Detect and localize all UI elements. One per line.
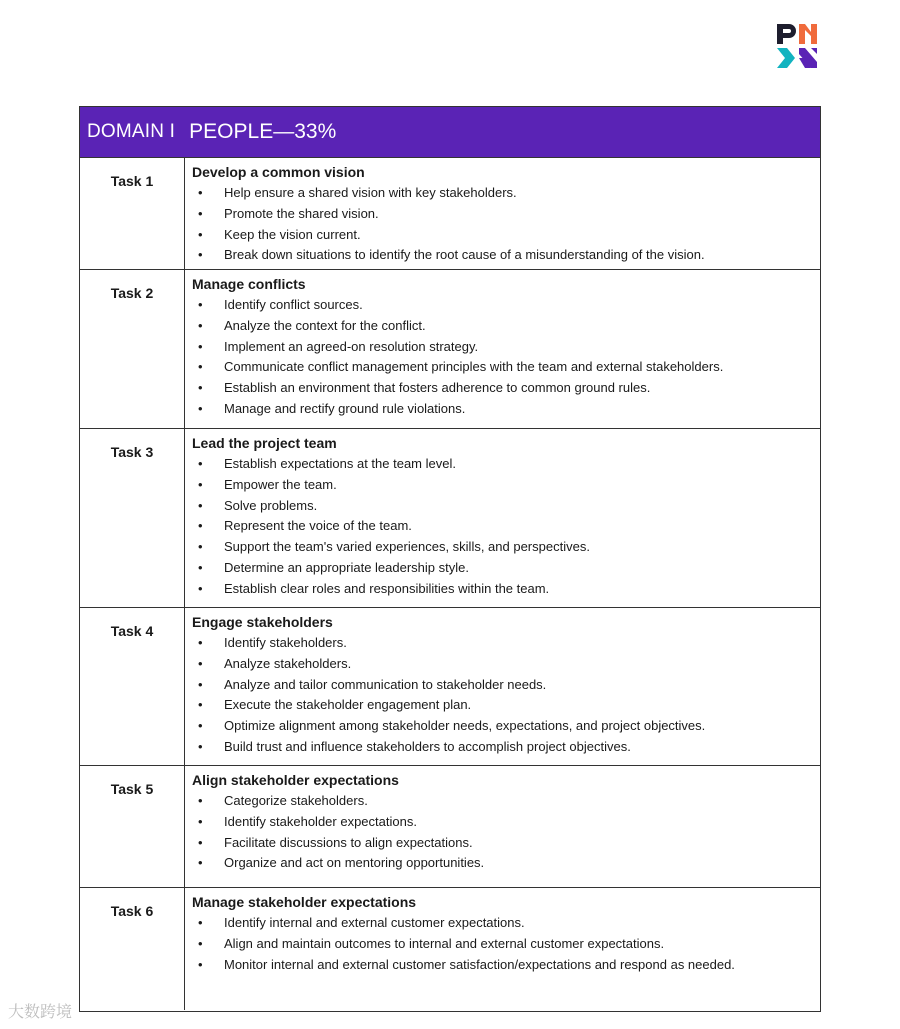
task-row <box>80 158 820 270</box>
list-item: • Manage and rectify ground rule violations. <box>192 399 820 420</box>
list-item: • Support the team's varied experiences, skills, and perspectives. <box>192 537 820 558</box>
task-items <box>192 913 820 975</box>
list-item: • Communicate conflict management principles with the team and external stakeholders. <box>192 357 820 378</box>
task-row <box>80 888 820 1010</box>
task-label: Task 5 <box>80 766 185 887</box>
watermark: 大数跨境 <box>8 1004 73 1021</box>
list-item: • Keep the vision current. <box>192 225 820 246</box>
list-item: • Analyze the context for the conflict. <box>192 316 820 337</box>
task-label: Task 3 <box>80 429 185 607</box>
task-title: Manage conflicts <box>192 276 306 292</box>
task-items <box>192 183 820 266</box>
list-item: • Organize and act on mentoring opportunities. <box>192 853 820 874</box>
task-items <box>192 633 820 758</box>
list-item: • Build trust and influence stakeholders to accomplish project objectives. <box>192 737 820 758</box>
list-item: • Execute the stakeholder engagement plan. <box>192 695 820 716</box>
task-body <box>185 888 820 1010</box>
list-item: • Implement an agreed-on resolution strategy. <box>192 337 820 358</box>
task-body <box>185 608 820 765</box>
task-row <box>80 270 820 429</box>
task-title: Align stakeholder expectations <box>192 772 399 788</box>
task-items <box>192 295 820 420</box>
task-label: Task 6 <box>80 888 185 1010</box>
domain-label: DOMAIN I <box>87 121 176 142</box>
task-title: Manage stakeholder expectations <box>192 894 417 910</box>
list-item: • Help ensure a shared vision with key stakeholders. <box>192 183 820 204</box>
task-title: Develop a common vision <box>192 164 365 180</box>
task-body <box>185 766 820 887</box>
task-label: Task 1 <box>80 158 185 269</box>
list-item: • Analyze stakeholders. <box>192 654 820 675</box>
people-domain-table <box>79 106 821 1012</box>
pmi-logo <box>775 22 823 70</box>
task-label: Task 2 <box>80 270 185 428</box>
list-item: • Analyze and tailor communication to stakeholder needs. <box>192 675 820 696</box>
list-item: • Establish clear roles and responsibilities within the team. <box>192 579 820 600</box>
list-item: • Break down situations to identify the root cause of a misunderstanding of the vision. <box>192 245 820 266</box>
list-item: • Optimize alignment among stakeholder needs, expectations, and project objectives. <box>192 716 820 737</box>
list-item: • Identify stakeholder expectations. <box>192 812 820 833</box>
task-body <box>185 270 820 428</box>
list-item: • Facilitate discussions to align expectations. <box>192 833 820 854</box>
list-item: • Identify stakeholders. <box>192 633 820 654</box>
list-item: • Establish expectations at the team level. <box>192 454 820 475</box>
domain-title: PEOPLE—33% <box>189 120 337 143</box>
task-title: Lead the project team <box>192 435 337 451</box>
list-item: • Align and maintain outcomes to internal and external customer expectations. <box>192 934 820 955</box>
task-body <box>185 158 820 269</box>
list-item: • Establish an environment that fosters adherence to common ground rules. <box>192 378 820 399</box>
table-header <box>80 107 820 158</box>
task-row <box>80 608 820 766</box>
task-row <box>80 429 820 608</box>
list-item: • Represent the voice of the team. <box>192 516 820 537</box>
task-row <box>80 766 820 888</box>
task-items <box>192 454 820 600</box>
task-items <box>192 791 820 874</box>
task-title: Engage stakeholders <box>192 614 333 630</box>
list-item: • Identify conflict sources. <box>192 295 820 316</box>
list-item: • Categorize stakeholders. <box>192 791 820 812</box>
list-item: • Solve problems. <box>192 496 820 517</box>
list-item: • Empower the team. <box>192 475 820 496</box>
list-item: • Determine an appropriate leadership style. <box>192 558 820 579</box>
list-item: • Monitor internal and external customer satisfaction/expectations and respond as needed. <box>192 955 820 976</box>
task-label: Task 4 <box>80 608 185 765</box>
list-item: • Identify internal and external customer expectations. <box>192 913 820 934</box>
list-item: • Promote the shared vision. <box>192 204 820 225</box>
task-body <box>185 429 820 607</box>
